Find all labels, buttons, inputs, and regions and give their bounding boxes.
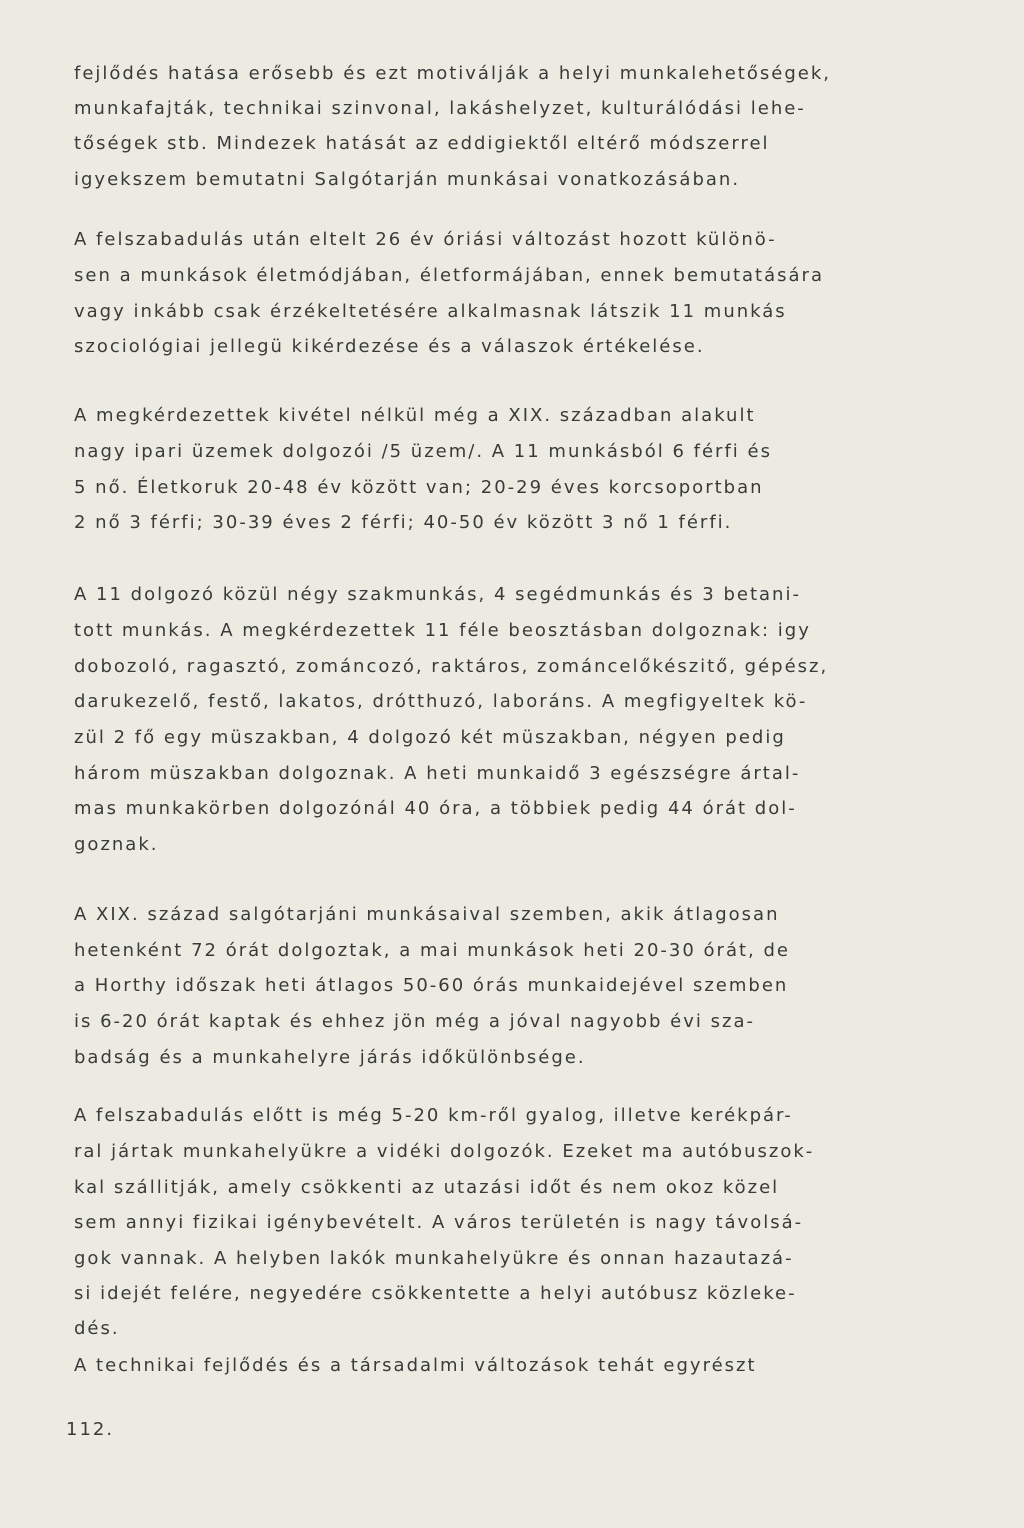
text-line: szociológiai jellegü kikérdezése és a válaszok értékelése.: [74, 336, 705, 357]
text-line: mas munkakörben dolgozónál 40 óra, a többiek pedig 44 órát dol-: [74, 798, 797, 819]
text-line: is 6-20 órát kaptak és ehhez jön még a jóval nagyobb évi sza-: [74, 1011, 755, 1032]
page-number: 112.: [66, 1419, 115, 1440]
text-line: ral jártak munkahelyükre a vidéki dolgozók. Ezeket ma autóbuszok-: [74, 1141, 815, 1162]
text-line: darukezelő, festő, lakatos, drótthuzó, laboráns. A megfigyeltek kö-: [74, 691, 808, 712]
text-line: dés.: [74, 1318, 120, 1339]
text-line: zül 2 fő egy müszakban, 4 dolgozó két müszakban, négyen pedig: [74, 727, 786, 748]
text-line: A felszabadulás után eltelt 26 év óriási változást hozott különö-: [74, 229, 777, 250]
text-line: tott munkás. A megkérdezettek 11 féle beosztásban dolgoznak: igy: [74, 620, 811, 641]
text-line: nagy ipari üzemek dolgozói /5 üzem/. A 11 munkásból 6 férfi és: [74, 441, 772, 462]
text-line: sem annyi fizikai igénybevételt. A város területén is nagy távolsá-: [74, 1212, 804, 1233]
text-line: fejlődés hatása erősebb és ezt motiválják a helyi munkalehetőségek,: [74, 63, 831, 84]
text-line: a Horthy időszak heti átlagos 50-60 órás munkaidejével szemben: [74, 975, 789, 996]
text-line: goznak.: [74, 834, 159, 855]
text-line: dobozoló, ragasztó, zománcozó, raktáros, zománcelőkészitő, gépész,: [74, 656, 829, 677]
text-line: A megkérdezettek kivétel nélkül még a XIX. században alakult: [74, 405, 756, 426]
text-line: A technikai fejlődés és a társadalmi változások tehát egyrészt: [74, 1355, 757, 1376]
text-line: A felszabadulás előtt is még 5-20 km-ről gyalog, illetve kerékpár-: [74, 1105, 793, 1126]
text-line: igyekszem bemutatni Salgótarján munkásai vonatkozásában.: [74, 169, 741, 190]
text-line: A XIX. század salgótarjáni munkásaival szemben, akik átlagosan: [74, 904, 780, 925]
text-line: 2 nő 3 férfi; 30-39 éves 2 férfi; 40-50 év között 3 nő 1 férfi.: [74, 512, 733, 533]
text-line: munkafajták, technikai szinvonal, lakáshelyzet, kulturálódási lehe-: [74, 98, 806, 119]
text-line: hetenként 72 órát dolgoztak, a mai munkások heti 20-30 órát, de: [74, 940, 790, 961]
text-line: három müszakban dolgoznak. A heti munkaidő 3 egészségre ártal-: [74, 763, 801, 784]
text-line: A 11 dolgozó közül négy szakmunkás, 4 segédmunkás és 3 betani-: [74, 584, 801, 605]
text-line: vagy inkább csak érzékeltetésére alkalmasnak látszik 11 munkás: [74, 301, 787, 322]
text-line: gok vannak. A helyben lakók munkahelyükre és onnan hazautazá-: [74, 1248, 794, 1269]
text-line: kal szállitják, amely csökkenti az utazási időt és nem okoz közel: [74, 1177, 780, 1198]
text-line: tőségek stb. Mindezek hatását az eddigiektől eltérő módszerrel: [74, 133, 770, 154]
text-line: sen a munkások életmódjában, életformájában, ennek bemutatására: [74, 265, 824, 286]
text-line: badság és a munkahelyre járás időkülönbsége.: [74, 1047, 586, 1068]
text-line: 5 nő. Életkoruk 20-48 év között van; 20-29 éves korcsoportban: [74, 477, 764, 498]
text-line: si idejét felére, negyedére csökkentette a helyi autóbusz közleke-: [74, 1283, 797, 1304]
